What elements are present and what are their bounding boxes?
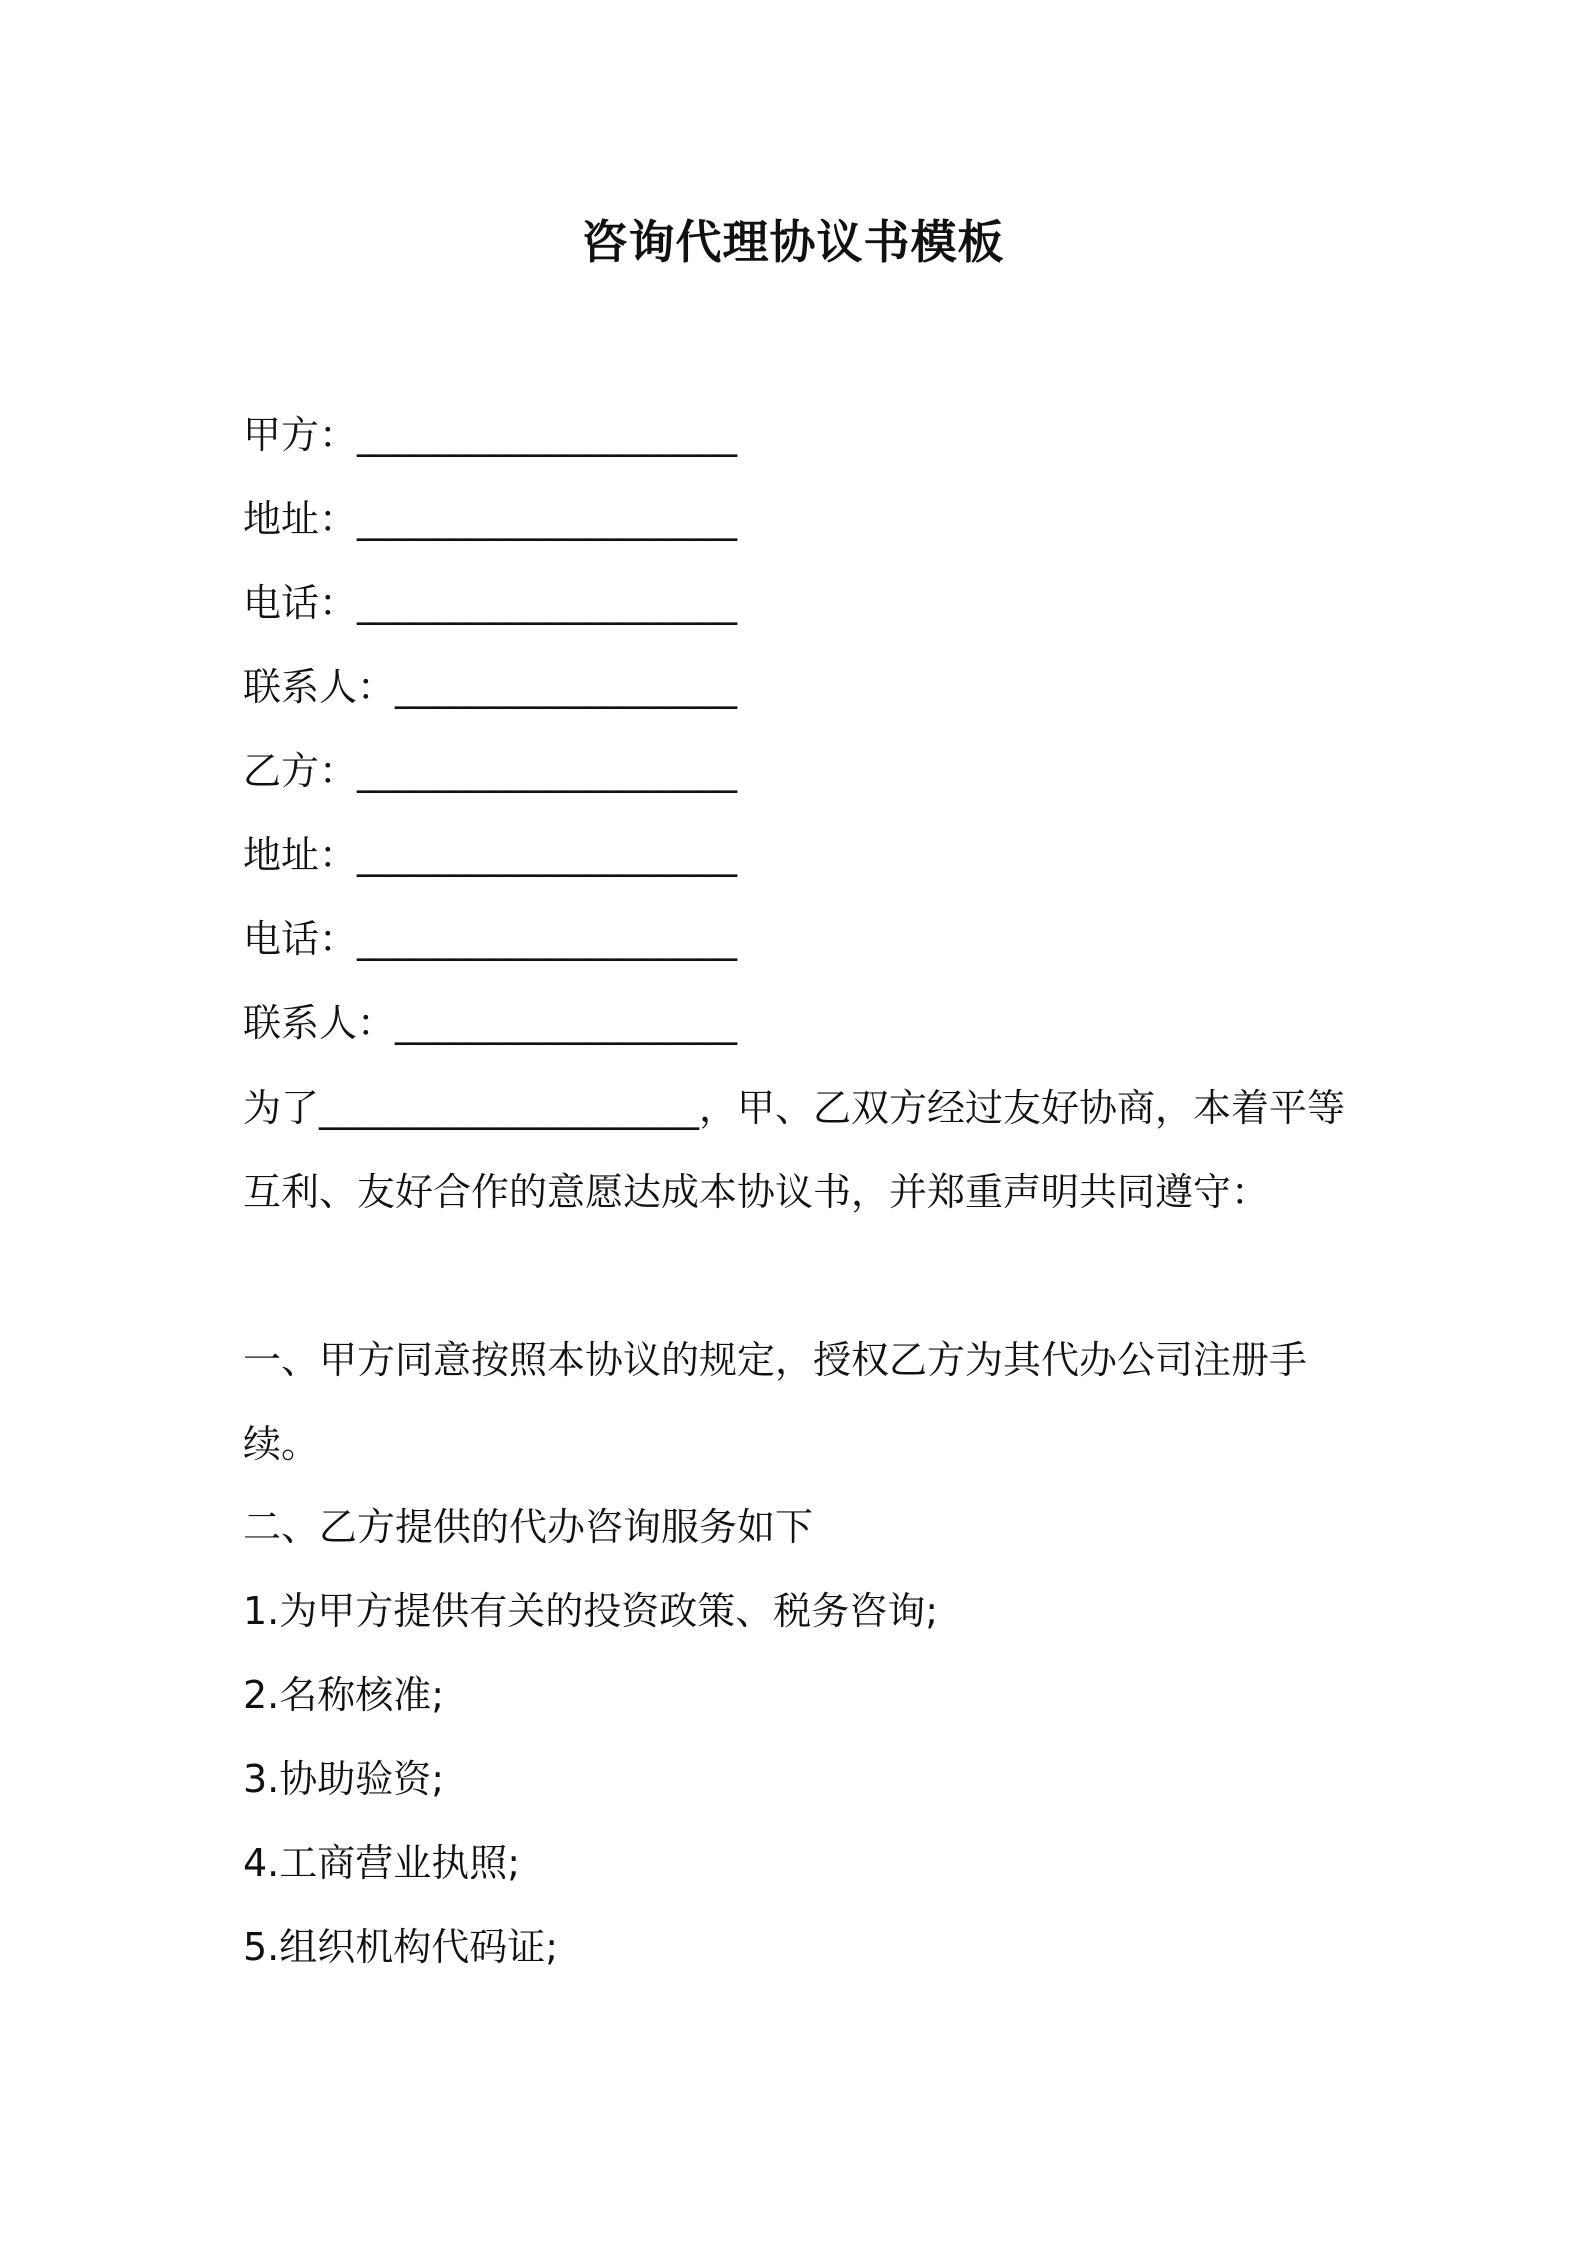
party-b-phone-line: 电话：____________________ [243, 917, 738, 961]
document-title: 咨询代理协议书模板 [581, 215, 1005, 269]
party-a-phone-line: 电话：____________________ [243, 581, 738, 625]
party-b-name-line: 乙方：____________________ [243, 749, 738, 793]
service-item: 4.工商营业执照; [243, 1841, 521, 1885]
clause-1-paragraph: 一、甲方同意按照本协议的规定，授权乙方为其代办公司注册手续。 [243, 1338, 1308, 1466]
party-b-contact-line: 联系人：__________________ [243, 1001, 738, 1045]
service-item: 1.为甲方提供有关的投资政策、税务咨询; [243, 1589, 939, 1633]
clause-2-heading: 二、乙方提供的代办咨询服务如下 [243, 1505, 814, 1549]
party-a-contact-line: 联系人：__________________ [243, 665, 738, 709]
preamble-paragraph: 为了____________________，甲、乙双方经过友好协商，本着平等互利、友好合作的意愿达成本协议书，并郑重声明共同遵守： [243, 1086, 1346, 1214]
party-b-address-line: 地址：____________________ [243, 833, 738, 877]
service-item: 5.组织机构代码证; [243, 1925, 559, 1969]
party-a-name-line: 甲方：____________________ [243, 413, 738, 457]
service-item: 3.协助验资; [243, 1757, 445, 1801]
party-a-address-line: 地址：____________________ [243, 497, 738, 541]
service-item: 2.名称核准; [243, 1673, 445, 1717]
